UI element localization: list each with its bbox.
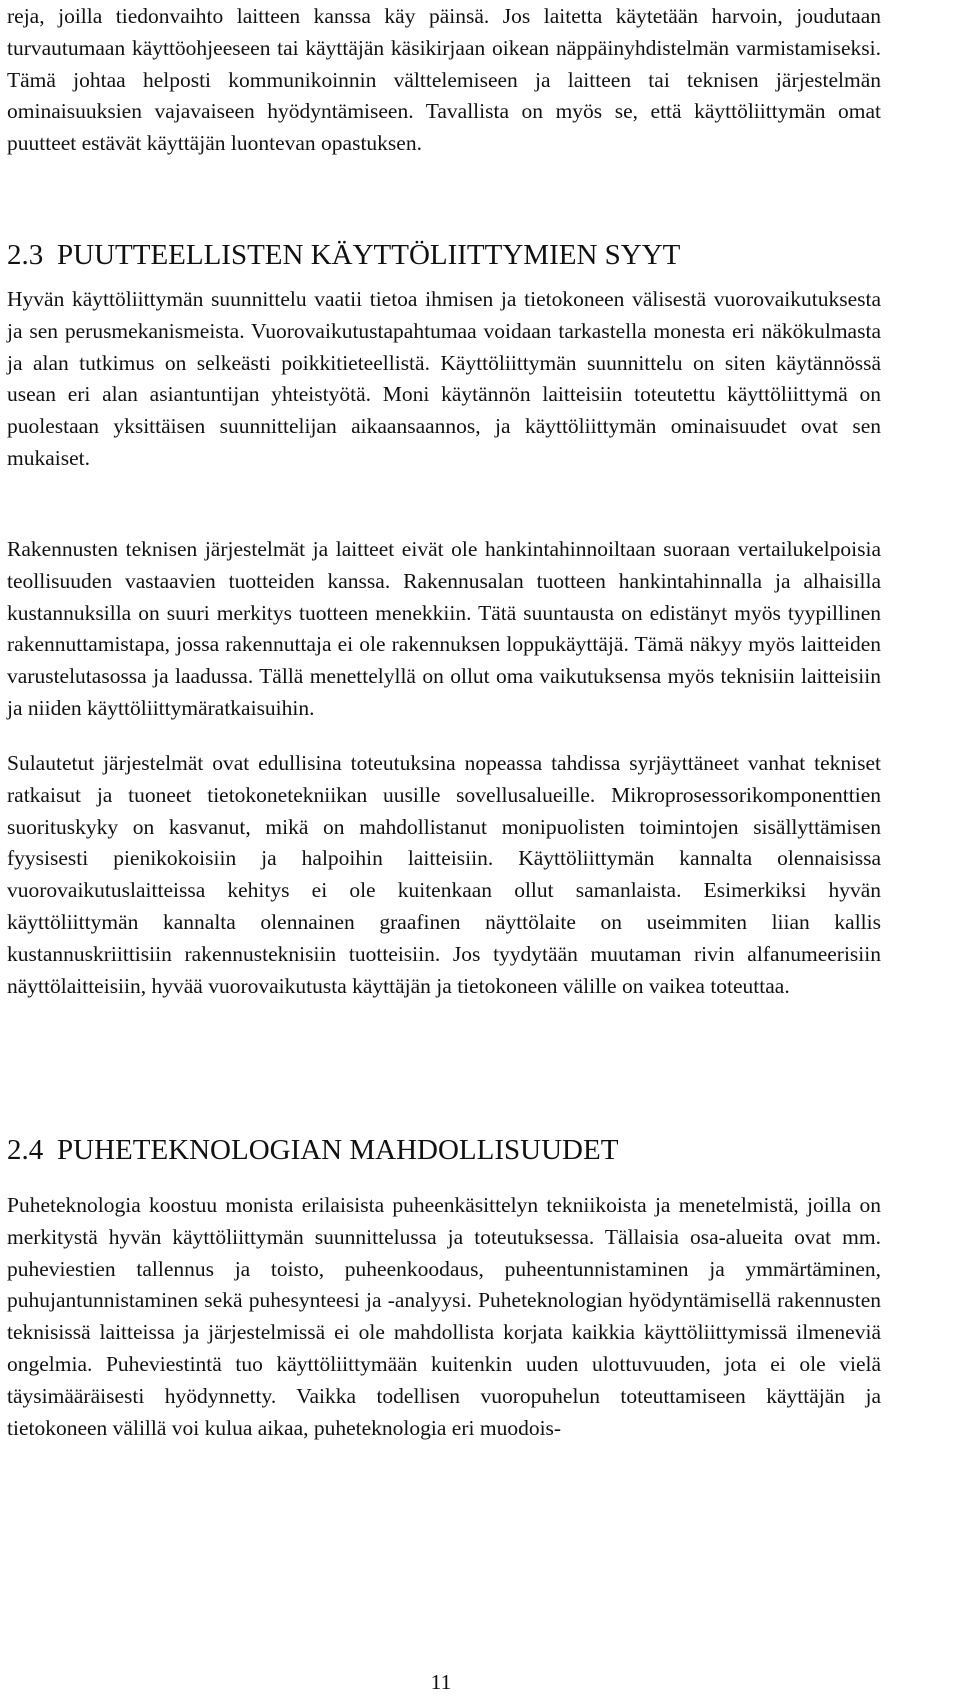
section-2-4-heading	[7, 1132, 618, 1168]
section-2-4-paragraph-1: Puheteknologia koostuu monista erilaisista puheenkäsittelyn tekniikoista ja menetelmistä, joilla on merkitystä hyvän käyttöliittymän suunnittelussa ja toteutuksessa. Tällaisia osa-alueita ovat mm. puheviestien tallennus ja toisto, puheenkoodaus, puheentunnistaminen ja ymmärtäminen, puhujantunnistaminen sekä puhesynteesi ja -analyysi. Puheteknologian hyödyntämisellä rakennusten teknisissä laitteissa ja järjestelmissä ei ole mahdollista korjata kaikkia käyttöliittymissä ilmeneviä ongelmia. Puheviestintä tuo käyttöliittymään kuitenkin uuden ulottuvuuden, jota ei ole vielä täysimääräisesti hyödynnetty. Vaikka todellisen vuoropuhelun toteuttamiseen käyttäjän ja tietokoneen välillä voi kulua aikaa, puheteknologia eri muodois-	[7, 1193, 881, 1440]
section-2-3-title: PUUTTEELLISTEN KÄYTTÖLIITTYMIEN SYYT	[57, 239, 681, 271]
section-2-3-paragraph-3: Sulautetut järjestelmät ovat edullisina toteutuksina nopeassa tahdissa syrjäyttäneet vanhat tekniset ratkaisut ja tuoneet tietokonetekniikan uusille sovellusalueille. Mikroprosessorikomponenttien suorituskyky on kasvanut, mikä on mahdollistanut monipuolisten toimintojen sisällyttämisen fyysisesti pienikokoisiin ja halpoihin laitteisiin. Käyttöliittymän kannalta olennaisissa vuorovaikutuslaitteissa kehitys ei ole kuitenkaan ollut samanlaista. Esimerkiksi hyvän käyttöliittymän kannalta olennainen graafinen näyttölaite on useimmiten liian kallis kustannuskriittisiin rakennusteknisiin tuotteisiin. Jos tyydytään muutaman rivin alfanumeerisiin näyttölaitteisiin, hyvää vuorovaikutusta käyttäjän ja tietokoneen välille on vaikea toteuttaa.	[7, 751, 881, 998]
section-2-3-number: 2.3	[7, 239, 44, 271]
section-2-4-title: PUHETEKNOLOGIAN MAHDOLLISUUDET	[57, 1134, 619, 1166]
section-2-3-paragraph-2: Rakennusten teknisen järjestelmät ja laitteet eivät ole hankintahinnoiltaan suoraan vertailukelpoisia teollisuuden vastaavien tuotteiden kanssa. Rakennusalan tuotteen hankintahinnalla ja alhaisilla kustannuksilla on suuri merkitys tuotteen menekkiin. Tätä suuntausta on edistänyt myös tyypillinen rakennuttamistapa, jossa rakennuttaja ei ole rakennuksen loppukäyttäjä. Tämä näkyy myös laitteiden varustelutasossa ja laadussa. Tällä menettelyllä on ollut oma vaikutuksensa myös teknisiin laitteisiin ja niiden käyttöliittymäratkaisuihin.	[7, 537, 881, 720]
section-2-3-heading	[7, 237, 680, 273]
section-2-4-number: 2.4	[7, 1134, 44, 1166]
intro-continued-paragraph: reja, joilla tiedonvaihto laitteen kanssa käy päinsä. Jos laitetta käytetään harvoin, joudutaan turvautumaan käyttöohjeeseen tai käyttäjän käsikirjaan oikean näppäinyhdistelmän varmistamiseksi. Tämä johtaa helposti kommunikoinnin välttelemiseen ja laitteen tai teknisen järjestelmän ominaisuuksien vajavaiseen hyödyntämiseen. Tavallista on myös se, että käyttöliittymän omat puutteet estävät käyttäjän luontevan opastuksen.	[7, 4, 881, 156]
page-number: 11	[430, 1670, 452, 1694]
section-2-3-paragraph-1: Hyvän käyttöliittymän suunnittelu vaatii tietoa ihmisen ja tietokoneen välisestä vuorovaikutuksesta ja sen perusmekanismeista. Vuorovaikutustapahtumaa voidaan tarkastella monesta eri näkökulmasta ja alan tutkimus on selkeästi poikkitieteellistä. Käyttöliittymän suunnittelu on siten käytännössä usean eri alan asiantuntijan yhteistyötä. Moni käytännön laitteisiin toteutettu käyttöliittymä on puolestaan yksittäisen suunnittelijan aikaansaannos, ja käyttöliittymän ominaisuudet ovat sen mukaiset.	[7, 287, 881, 470]
